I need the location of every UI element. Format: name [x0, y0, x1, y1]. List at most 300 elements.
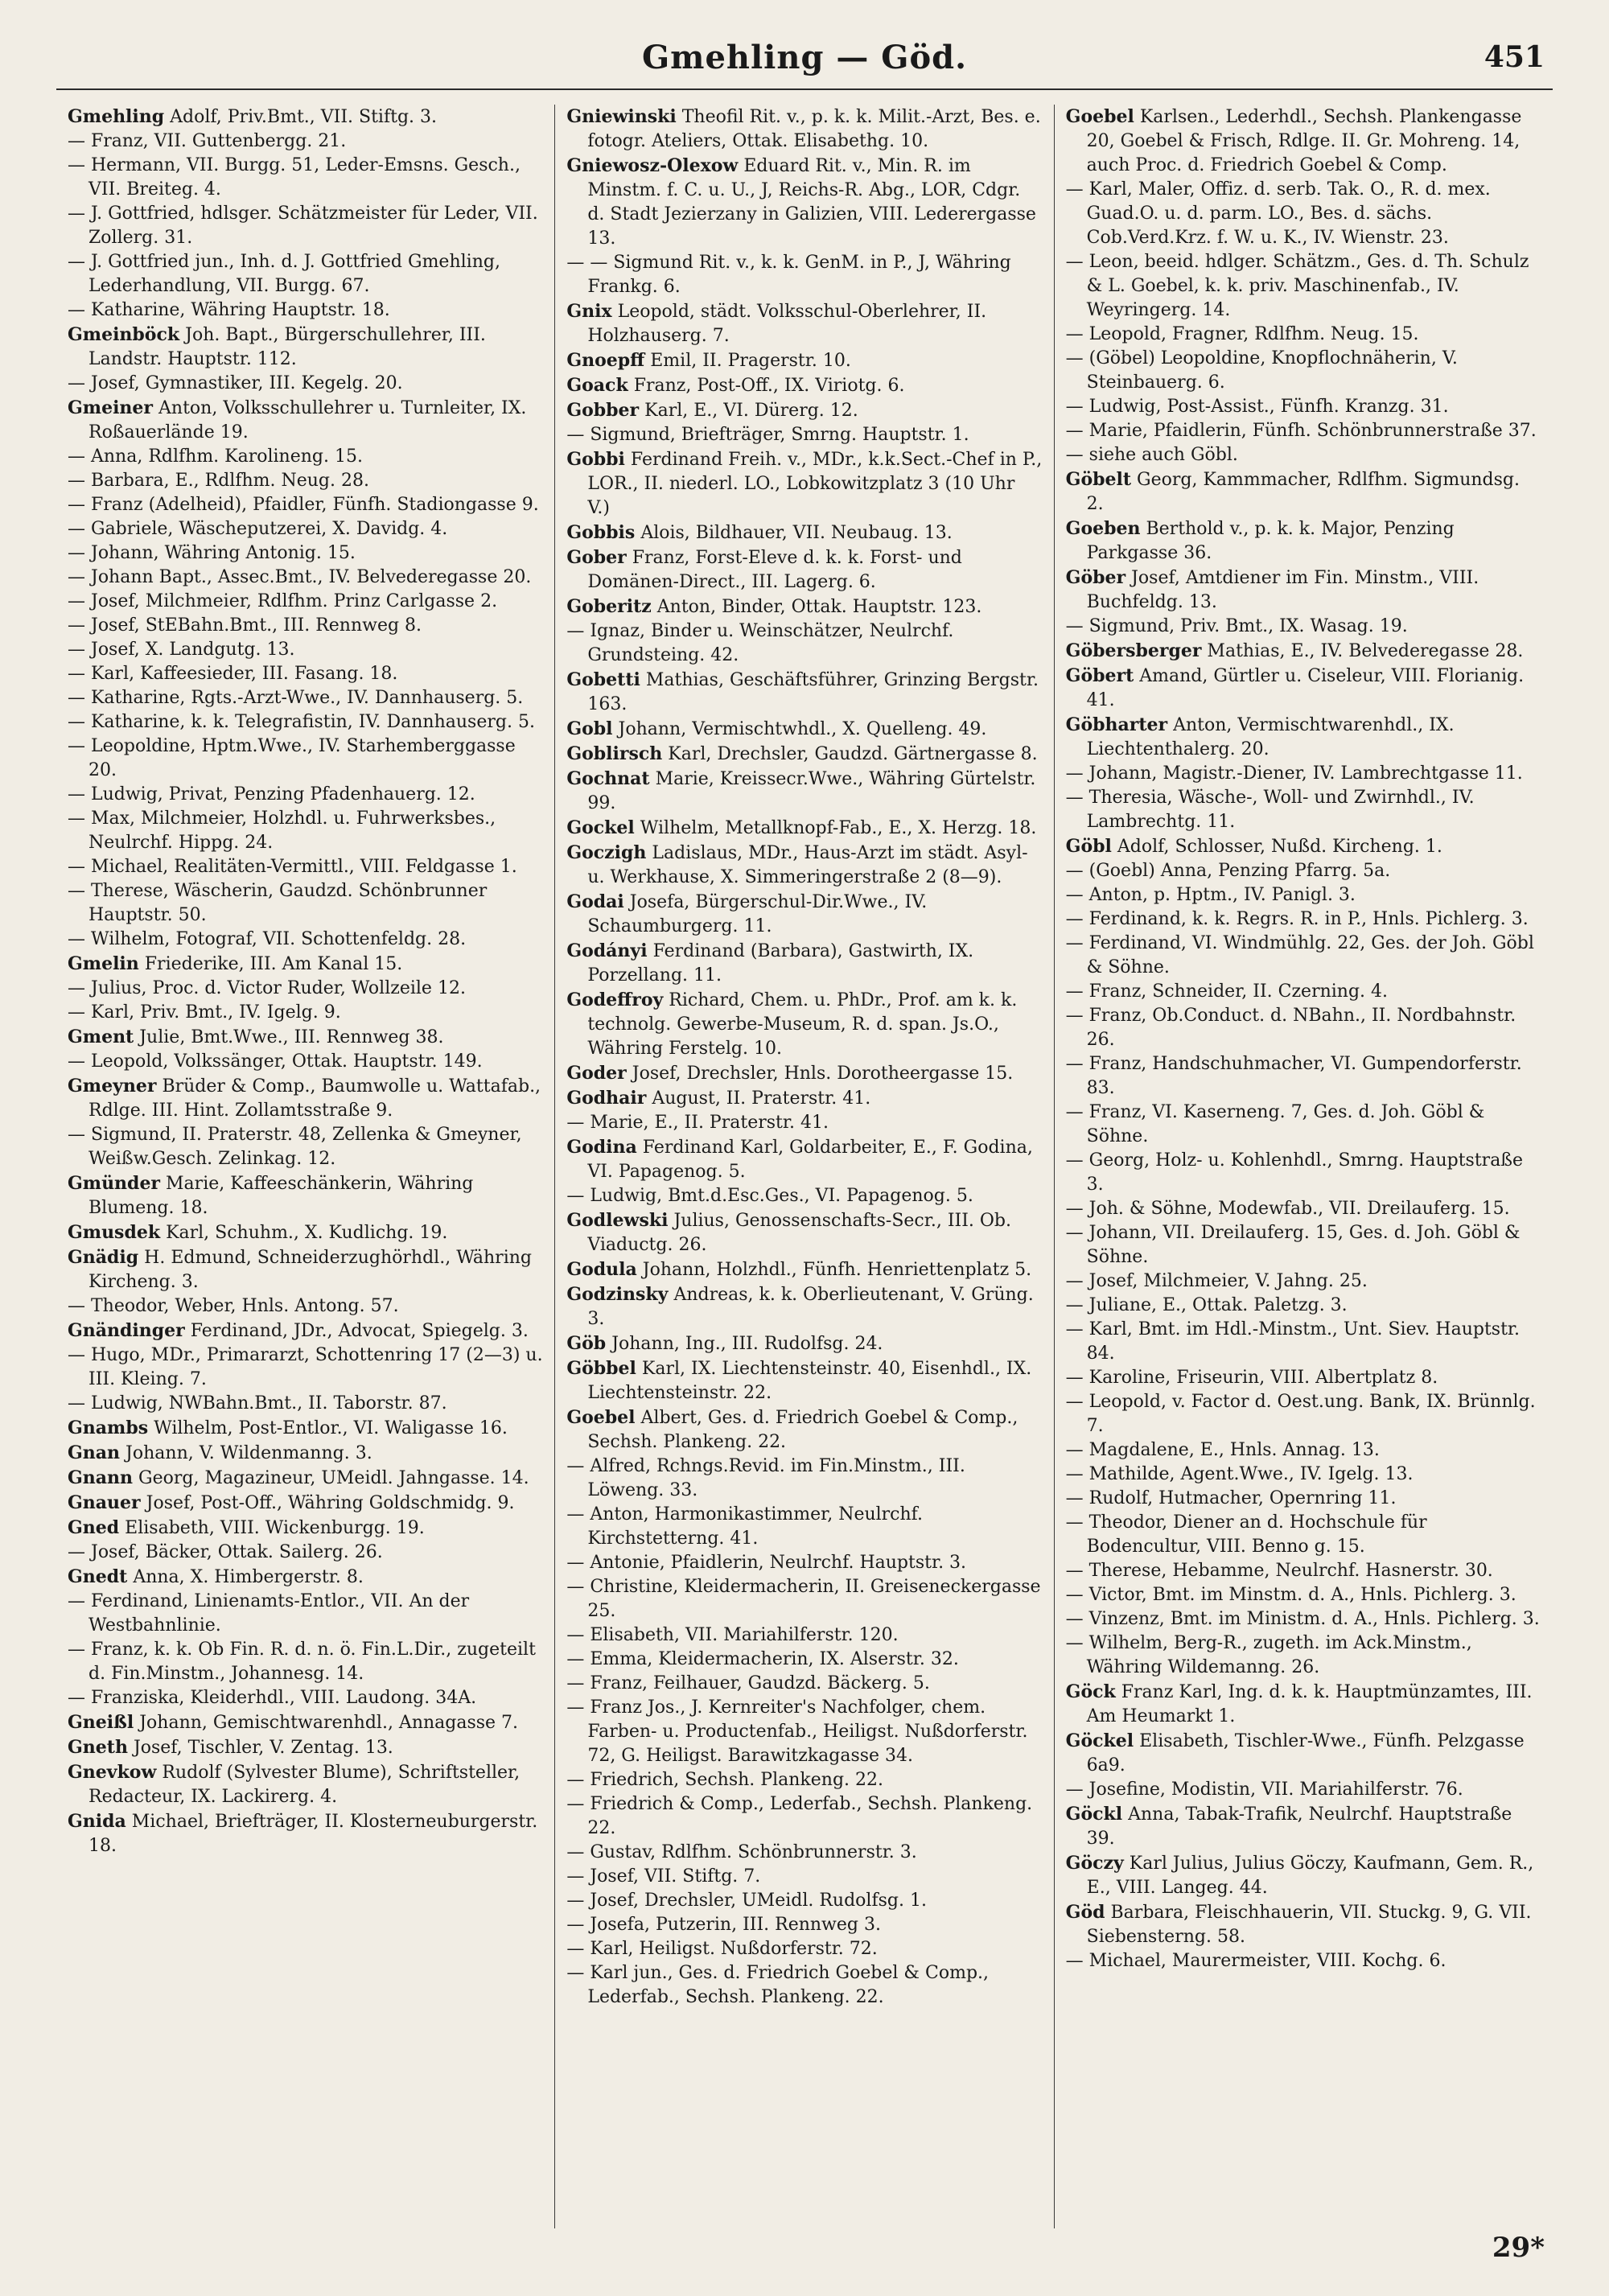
running-head — [56, 32, 1553, 90]
entry-details: — Emma, Kleidermacherin, IX. Alserstr. 32. — [566, 1649, 959, 1669]
entry-details: Franz, Forst-Eleve d. k. k. Forst- und Domänen-Direct., III. Lagerg. 6. — [587, 548, 962, 592]
directory-entry — [68, 1025, 543, 1050]
entry-details: Karl, E., VI. Dürerg. 12. — [644, 401, 858, 421]
entry-surname: Göbersberger — [1065, 640, 1202, 661]
entry-surname: Gment — [68, 1027, 134, 1047]
directory-entry — [68, 396, 543, 445]
directory-entry — [566, 1356, 1042, 1405]
entry-surname: Godai — [566, 891, 624, 912]
directory-entry — [68, 977, 543, 1001]
entry-surname: Göckel — [1065, 1730, 1134, 1751]
entry-surname: Godányi — [566, 940, 648, 961]
entry-details: — J. Gottfried, hdlsger. Schätzmeister für Leder, VII. Zollerg. 31. — [68, 204, 538, 248]
entry-details: — Karl, Heiligst. Nußdorferstr. 72. — [566, 1939, 878, 1959]
entry-surname: Gnedt — [68, 1566, 128, 1587]
directory-entry — [566, 1282, 1042, 1331]
entry-surname: Gneißl — [68, 1712, 134, 1733]
directory-entry — [68, 1590, 543, 1638]
entry-details: — Sigmund, Briefträger, Smrng. Hauptstr. 1. — [566, 425, 969, 445]
entry-details: Albert, Ges. d. Friedrich Goebel & Comp., Sechsh. Plankeng. 22. — [587, 1408, 1018, 1452]
directory-entry — [566, 1551, 1042, 1575]
entry-surname: Gneth — [68, 1737, 128, 1758]
directory-entry — [566, 373, 1042, 398]
entry-surname: Göbert — [1065, 665, 1134, 686]
directory-entry — [68, 372, 543, 396]
directory-entry — [68, 879, 543, 928]
directory-entry — [68, 1319, 543, 1343]
directory-entry — [68, 1491, 543, 1516]
entry-surname: Goebel — [566, 1407, 636, 1428]
page-title: Gmehling — Göd. — [641, 39, 968, 76]
signature-mark: 29* — [1492, 2232, 1545, 2264]
entry-details: — Michael, Maurermeister, VIII. Kochg. 6. — [1065, 1951, 1446, 1971]
directory-entry — [68, 1074, 543, 1123]
entry-surname: Gnida — [68, 1811, 126, 1832]
entry-details: — Josefa, Putzerin, III. Rennweg 3. — [566, 1915, 881, 1935]
entry-surname: Göb — [566, 1333, 607, 1354]
entry-details: Anton, Binder, Ottak. Hauptstr. 123. — [656, 597, 982, 617]
directory-entry — [566, 1061, 1042, 1086]
directory-entry — [566, 423, 1042, 447]
entry-details: Georg, Kammmacher, Rdlfhm. Sigmundsg. 2. — [1086, 470, 1520, 514]
entry-details: — Ludwig, Privat, Penzing Pfadenhauerg. 12. — [68, 784, 475, 804]
directory-entry — [68, 1171, 543, 1220]
directory-entry — [68, 1123, 543, 1171]
entry-surname: Göbelt — [1065, 469, 1132, 490]
directory-entry — [1066, 1101, 1541, 1149]
entry-details: — Leopold, Volkssänger, Ottak. Hauptstr. 149. — [68, 1051, 483, 1072]
entry-details: — Friedrich, Sechsh. Plankeng. 22. — [566, 1770, 883, 1790]
entry-surname: Göber — [1065, 567, 1126, 588]
directory-entry — [68, 928, 543, 952]
entry-details: Rudolf (Sylvester Blume), Schriftsteller, Redacteur, IX. Lackirerg. 4. — [88, 1763, 521, 1807]
directory-entry — [1066, 566, 1541, 615]
entry-surname: Goczigh — [566, 842, 647, 863]
entry-surname: Göczy — [1065, 1853, 1124, 1874]
entry-details: — Ludwig, Bmt.d.Esc.Ges., VI. Papagenog. 5. — [566, 1186, 973, 1206]
directory-entry — [1066, 1366, 1541, 1390]
directory-entry — [1066, 859, 1541, 883]
directory-entry — [566, 816, 1042, 841]
directory-entry — [1066, 713, 1541, 762]
entry-surname: Godhair — [566, 1088, 647, 1109]
directory-entry — [68, 154, 543, 202]
entry-details: Franz, Post-Off., IX. Viriotg. 6. — [633, 376, 905, 396]
directory-entry — [1066, 1487, 1541, 1511]
directory-entry — [1066, 1318, 1541, 1366]
entry-details: — Christine, Kleidermacherin, II. Greiseneckergasse 25. — [566, 1577, 1041, 1621]
entry-details: — (Göbel) Leopoldine, Knopflochnäherin, V. Steinbauerg. 6. — [1065, 348, 1458, 393]
directory-entry — [68, 807, 543, 855]
entry-details: — Franz (Adelheid), Pfaidler, Fünfh. Stadiongasse 9. — [68, 495, 539, 515]
directory-entry — [68, 1392, 543, 1416]
entry-details: — Ferdinand, Linienamts-Entlor., VII. An der Westbahnlinie. — [68, 1591, 470, 1636]
entry-surname: Gochnat — [566, 768, 650, 789]
entry-surname: Göckl — [1065, 1804, 1123, 1825]
entry-details: — Wilhelm, Berg-R., zugeth. im Ack.Minstm., Währing Wildemanng. 26. — [1065, 1633, 1472, 1677]
directory-entry — [566, 251, 1042, 299]
directory-entry — [566, 1086, 1042, 1111]
directory-entry — [1066, 1511, 1541, 1559]
entry-details: Berthold v., p. k. k. Major, Penzing Parkgasse 36. — [1086, 519, 1455, 563]
directory-entry — [68, 855, 543, 879]
directory-entry — [1066, 1631, 1541, 1680]
entry-details: Franz Karl, Ing. d. k. k. Hauptmünzamtes, III. Am Heumarkt 1. — [1086, 1682, 1533, 1726]
entry-details: — Sigmund, Priv. Bmt., IX. Wasag. 19. — [1065, 616, 1408, 636]
directory-entry — [566, 1768, 1042, 1792]
entry-surname: Godina — [566, 1137, 637, 1158]
entry-surname: Goeben — [1065, 518, 1141, 539]
directory-entry — [566, 1648, 1042, 1672]
entry-details: — Ignaz, Binder u. Weinschätzer, Neulrchf. Grundsteing. 42. — [566, 621, 954, 665]
entry-surname: Gnann — [68, 1467, 134, 1488]
directory-entry — [68, 783, 543, 807]
entry-surname: Gmehling — [68, 106, 165, 127]
entry-details: — Josefine, Modistin, VII. Mariahilferstr. 76. — [1065, 1780, 1463, 1800]
entry-surname: Goblirsch — [566, 743, 663, 764]
directory-entry — [1066, 907, 1541, 932]
entry-details: — Katharine, Währing Hauptstr. 18. — [68, 300, 390, 320]
entry-details: — Joh. & Söhne, Modewfab., VII. Dreilauferg. 15. — [1065, 1199, 1510, 1219]
entry-details: — Michael, Realitäten-Vermittl., VIII. Feldgasse 1. — [68, 857, 517, 877]
entry-details: Ferdinand, JDr., Advocat, Spiegelg. 3. — [190, 1321, 529, 1341]
entry-details: — Gabriele, Wäscheputzerei, X. Davidg. 4. — [68, 519, 448, 539]
directory-entry — [566, 1672, 1042, 1696]
directory-entry — [566, 545, 1042, 595]
entry-details: — Karl, Kaffeesieder, III. Fasang. 18. — [68, 664, 398, 684]
directory-entry — [68, 1441, 543, 1466]
directory-entry — [566, 398, 1042, 423]
directory-entry — [68, 1516, 543, 1541]
entry-details: — Theresia, Wäsche-, Woll- und Zwirnhdl., IV. Lambrechtg. 11. — [1065, 788, 1475, 832]
entry-details: — Victor, Bmt. im Minstm. d. A., Hnls. Pichlerg. 3. — [1065, 1585, 1516, 1605]
entry-details: — Josef, Milchmeier, Rdlfhm. Prinz Carlgasse 2. — [68, 591, 498, 611]
entry-surname: Gniewinski — [566, 106, 677, 127]
directory-entry — [1066, 1463, 1541, 1487]
directory-entry — [1066, 883, 1541, 907]
directory-entry — [566, 1208, 1042, 1257]
directory-entry — [1066, 1294, 1541, 1318]
entry-surname: Gmusdek — [68, 1222, 161, 1243]
entry-details: — Anna, Rdlfhm. Karolineng. 15. — [68, 446, 363, 467]
directory-entry — [1066, 786, 1541, 834]
entry-surname: Göbharter — [1065, 714, 1168, 735]
entry-details: — Julius, Proc. d. Victor Ruder, Wollzeile 12. — [68, 978, 466, 998]
directory-entry — [566, 595, 1042, 619]
directory-entry — [1066, 419, 1541, 443]
directory-entry — [68, 710, 543, 734]
entry-details: — Vinzenz, Bmt. im Ministm. d. A., Hnls. Pichlerg. 3. — [1065, 1609, 1540, 1629]
entry-details: Marie, Kaffeeschänkerin, Währing Blumeng. 18. — [88, 1174, 474, 1218]
entry-details: — Theodor, Weber, Hnls. Antong. 57. — [68, 1296, 399, 1316]
entry-details: — Karoline, Friseurin, VIII. Albertplatz 8. — [1065, 1368, 1438, 1388]
entry-surname: Gnevkow — [68, 1762, 157, 1783]
entry-details: — Johann, VII. Dreilauferg. 15, Ges. d. Joh. Göbl & Söhne. — [1065, 1223, 1521, 1267]
directory-entry — [68, 686, 543, 710]
entry-surname: Gobbis — [566, 522, 636, 543]
entry-details: Julie, Bmt.Wwe., III. Rennweg 38. — [139, 1027, 444, 1047]
entry-details: — Johann, Währing Antonig. 15. — [68, 543, 356, 563]
directory-entry — [1066, 1004, 1541, 1052]
directory-entry — [68, 1686, 543, 1710]
directory-entry — [1066, 395, 1541, 419]
entry-surname: Gnändinger — [68, 1320, 185, 1341]
entry-details: Karl Julius, Julius Göczy, Kaufmann, Gem. R., E., VIII. Langeg. 44. — [1086, 1854, 1534, 1898]
directory-entry — [566, 619, 1042, 668]
entry-details: Josefa, Bürgerschul-Dir.Wwe., IV. Schaumburgerg. 11. — [587, 892, 928, 936]
entry-details: Friederike, III. Am Kanal 15. — [144, 954, 403, 974]
entry-details: Ferdinand (Barbara), Gastwirth, IX. Porzellang. 11. — [587, 941, 974, 985]
entry-details: — Josef, VII. Stiftg. 7. — [566, 1866, 761, 1887]
column-1 — [56, 105, 554, 2228]
entry-details: Alois, Bildhauer, VII. Neubaug. 13. — [640, 523, 953, 543]
entry-details: — Gustav, Rdlfhm. Schönbrunnerstr. 3. — [566, 1842, 917, 1862]
directory-entry — [68, 638, 543, 662]
directory-entry — [566, 1405, 1042, 1455]
entry-details: — Karl, Maler, Offiz. d. serb. Tak. O., R. d. mex. Guad.O. u. d. parm. LO., Bes. d. sächs. Cob.Verd.Krz. f. W. u. K., IV. Wienstr. 23. — [1065, 179, 1491, 248]
directory-entry — [566, 521, 1042, 545]
entry-details: — Franziska, Kleiderhdl., VIII. Laudong. 34A. — [68, 1688, 477, 1708]
entry-surname: Godlewski — [566, 1210, 669, 1231]
entry-details: — Georg, Holz- u. Kohlenhdl., Smrng. Hauptstraße 3. — [1065, 1150, 1524, 1195]
entry-surname: Gober — [566, 547, 627, 568]
directory-entry — [566, 1889, 1042, 1913]
entry-details: Theofil Rit. v., p. k. k. Milit.-Arzt, Bes. e. fotogr. Ateliers, Ottak. Elisabethg. 10. — [587, 107, 1041, 151]
directory-entry — [68, 1220, 543, 1245]
entry-surname: Gniewosz-Olexow — [566, 155, 739, 176]
directory-entry — [566, 1937, 1042, 1961]
entry-details: — Friedrich & Comp., Lederfab., Sechsh. Plankeng. 22. — [566, 1794, 1033, 1838]
directory-entry — [1066, 1802, 1541, 1851]
entry-details: Johann, V. Wildenmanng. 3. — [126, 1443, 372, 1463]
entry-details: — Magdalene, E., Hnls. Annag. 13. — [1065, 1440, 1380, 1460]
entry-details: — Josef, X. Landgutg. 13. — [68, 640, 295, 660]
entry-details: Elisabeth, Tischler-Wwe., Fünfh. Pelzgasse 6a9. — [1086, 1731, 1525, 1775]
directory-entry — [68, 493, 543, 517]
entry-details: Josef, Amtdiener im Fin. Minstm., VIII. Buchfeldg. 13. — [1086, 568, 1479, 612]
directory-entry — [566, 668, 1042, 717]
directory-entry — [566, 154, 1042, 251]
entry-details: Wilhelm, Metallknopf-Fab., E., X. Herzg. 18. — [640, 818, 1037, 838]
directory-entry — [1066, 443, 1541, 467]
entry-details: — Anton, Harmonikastimmer, Neulrchf. Kirchstetterng. 41. — [566, 1504, 924, 1549]
columns — [56, 105, 1553, 2228]
entry-surname: Gnambs — [68, 1418, 149, 1438]
directory-entry — [566, 1111, 1042, 1135]
column-3 — [1054, 105, 1553, 2228]
directory-entry — [566, 742, 1042, 767]
directory-entry — [1066, 980, 1541, 1004]
directory-entry — [68, 1809, 543, 1858]
directory-entry — [1066, 639, 1541, 664]
entry-surname: Goder — [566, 1063, 627, 1084]
column-2 — [554, 105, 1053, 2228]
directory-entry — [1066, 178, 1541, 250]
entry-details: Marie, Kreissecr.Wwe., Währing Gürtelstr. 99. — [587, 769, 1036, 813]
entry-details: Elisabeth, VIII. Wickenburgg. 19. — [125, 1518, 425, 1538]
directory-entry — [1066, 1851, 1541, 1900]
entry-details: Anna, X. Himbergerstr. 8. — [133, 1567, 364, 1587]
directory-entry — [1066, 1197, 1541, 1221]
entry-details: Adolf, Priv.Bmt., VII. Stiftg. 3. — [170, 107, 438, 127]
entry-details: — Ludwig, Post-Assist., Fünfh. Kranzg. 31. — [1065, 397, 1449, 417]
entry-details: — Ludwig, NWBahn.Bmt., II. Taborstr. 87. — [68, 1393, 447, 1413]
directory-entry — [566, 1792, 1042, 1841]
directory-entry — [1066, 1583, 1541, 1607]
directory-entry — [566, 890, 1042, 939]
entry-surname: Gned — [68, 1517, 120, 1538]
entry-details: Anton, Vermischtwarenhdl., IX. Liechtenthalerg. 20. — [1086, 715, 1455, 759]
entry-details: — Josef, Milchmeier, V. Jahng. 25. — [1065, 1271, 1368, 1291]
directory-entry — [566, 717, 1042, 742]
directory-entry — [1066, 347, 1541, 395]
entry-details: — Leopold, Fragner, Rdlfhm. Neug. 15. — [1065, 324, 1419, 344]
entry-details: — Juliane, E., Ottak. Paletzg. 3. — [1065, 1295, 1348, 1315]
entry-details: — Anton, p. Hptm., IV. Panigl. 3. — [1065, 885, 1356, 905]
entry-details: Barbara, Fleischhauerin, VII. Stuckg. 9, G. VII. Siebensterng. 58. — [1086, 1903, 1532, 1947]
entry-details: Johann, Holzhdl., Fünfh. Henriettenplatz 5. — [642, 1260, 1032, 1280]
directory-entry — [1066, 1900, 1541, 1949]
directory-entry — [566, 1696, 1042, 1768]
directory-entry — [1066, 1559, 1541, 1583]
directory-entry — [566, 348, 1042, 373]
directory-entry — [566, 299, 1042, 348]
directory-entry — [68, 445, 543, 469]
directory-entry — [68, 1541, 543, 1565]
directory-entry — [1066, 664, 1541, 713]
entry-surname: Goberitz — [566, 596, 652, 617]
directory-entry — [68, 250, 543, 298]
directory-entry — [1066, 1221, 1541, 1269]
directory-entry — [566, 1455, 1042, 1503]
directory-entry — [68, 614, 543, 638]
entry-details: Josef, Tischler, V. Zentag. 13. — [133, 1738, 393, 1758]
directory-entry — [566, 1841, 1042, 1865]
directory-entry — [566, 1623, 1042, 1648]
entry-details: Michael, Briefträger, II. Klosterneuburgerstr. 18. — [88, 1812, 538, 1856]
directory-entry — [68, 323, 543, 372]
entry-details: Johann, Ing., III. Rudolfsg. 24. — [611, 1334, 883, 1354]
entry-details: — Mathilde, Agent.Wwe., IV. Igelg. 13. — [1065, 1464, 1414, 1484]
entry-details: — Marie, E., II. Praterstr. 41. — [566, 1113, 829, 1133]
entry-details: — Max, Milchmeier, Holzhdl. u. Fuhrwerksbes., Neulrchf. Hippg. 24. — [68, 809, 496, 853]
entry-surname: Goack — [566, 375, 628, 396]
entry-details: — Katharine, Rgts.-Arzt-Wwe., IV. Dannhauserg. 5. — [68, 688, 524, 708]
directory-entry — [68, 1294, 543, 1319]
entry-details: Julius, Genossenschafts-Secr., III. Ob. Viaductg. 26. — [587, 1211, 1011, 1255]
entry-details: — Franz, Handschuhmacher, VI. Gumpendorferstr. 83. — [1065, 1054, 1522, 1098]
entry-surname: Godeffroy — [566, 990, 664, 1010]
entry-surname: Gmelin — [68, 953, 139, 974]
entry-details: Anna, Tabak-Trafik, Neulrchf. Hauptstraße 39. — [1086, 1804, 1512, 1849]
directory-entry — [68, 952, 543, 977]
entry-details: — Franz, VII. Guttenbergg. 21. — [68, 131, 347, 151]
directory-entry — [566, 1575, 1042, 1623]
directory-entry — [68, 469, 543, 493]
entry-details: — Karl jun., Ges. d. Friedrich Goebel & Comp., Lederfab., Sechsh. Plankeng. 22. — [566, 1963, 990, 2007]
entry-details: Mathias, Geschäftsführer, Grinzing Bergstr. 163. — [587, 670, 1039, 714]
directory-entry — [68, 1735, 543, 1760]
entry-details: Emil, II. Pragerstr. 10. — [650, 351, 851, 371]
directory-entry — [68, 105, 543, 130]
entry-surname: Gobber — [566, 400, 640, 421]
entry-details: — Barbara, E., Rdlfhm. Neug. 28. — [68, 471, 369, 491]
entry-surname: Goebel — [1065, 106, 1134, 127]
directory-entry — [566, 105, 1042, 154]
entry-details: Ferdinand Freih. v., MDr., k.k.Sect.-Chef in P., LOR., II. niederl. LO., Lobkowitzplatz 3 (10 Uhr V.) — [587, 450, 1043, 518]
directory-entry — [1066, 467, 1541, 516]
directory-entry — [68, 590, 543, 614]
entry-details: Andreas, k. k. Oberlieutenant, V. Grüng. 3. — [587, 1285, 1034, 1329]
entry-surname: Gnan — [68, 1442, 121, 1463]
page-number: 451 — [1483, 40, 1545, 74]
directory-entry — [1066, 1729, 1541, 1778]
entry-surname: Gmünder — [68, 1173, 161, 1194]
entry-details: — Marie, Pfaidlerin, Fünfh. Schönbrunnerstraße 37. — [1065, 421, 1537, 441]
entry-details: — Franz Jos., J. Kernreiter's Nachfolger, chem. Farben- u. Productenfab., Heiligst. Nußdorferstr. 72, G. Heiligst. Barawitzkagasse 34. — [566, 1697, 1028, 1766]
entry-details: — Therese, Wäscherin, Gaudzd. Schönbrunner Hauptstr. 50. — [68, 881, 488, 925]
entry-details: — Josef, StEBahn.Bmt., III. Rennweg 8. — [68, 615, 422, 636]
directory-entry — [1066, 1052, 1541, 1101]
entry-details: — Elisabeth, VII. Mariahilferstr. 120. — [566, 1625, 899, 1645]
directory-entry — [68, 1245, 543, 1294]
directory-entry — [1066, 1607, 1541, 1631]
entry-details: — Leon, beeid. hdlger. Schätzm., Ges. d. Th. Schulz & L. Goebel, k. k. priv. Maschinenfab., IV. Weyringerg. 14. — [1065, 252, 1529, 320]
entry-details: — Sigmund, II. Praterstr. 48, Zellenka & Gmeyner, Weißw.Gesch. Zelinkag. 12. — [68, 1125, 522, 1169]
entry-details: — Franz, Feilhauer, Gaudzd. Bäckerg. 5. — [566, 1673, 930, 1693]
entry-details: — Karl, Priv. Bmt., IV. Igelg. 9. — [68, 1002, 341, 1023]
entry-details: — Alfred, Rchngs.Revid. im Fin.Minstm., III. Löweng. 33. — [566, 1456, 965, 1500]
directory-entry — [566, 1961, 1042, 2010]
entry-surname: Göd — [1065, 1902, 1105, 1923]
directory-entry — [1066, 932, 1541, 980]
entry-details: Brüder & Comp., Baumwolle u. Wattafab., Rdlge. III. Hint. Zollamtsstraße 9. — [88, 1076, 541, 1121]
entry-details: — Johann Bapt., Assec.Bmt., IV. Belvederegasse 20. — [68, 567, 532, 587]
directory-entry — [68, 662, 543, 686]
directory-entry — [566, 767, 1042, 816]
entry-details: Johann, Gemischtwarenhdl., Annagasse 7. — [139, 1713, 519, 1733]
directory-entry — [1066, 1680, 1541, 1729]
entry-details: — Franz, Schneider, II. Czerning. 4. — [1065, 981, 1389, 1002]
entry-details: Joh. Bapt., Bürgerschullehrer, III. Landstr. Hauptstr. 112. — [88, 325, 486, 369]
entry-details: — Franz, k. k. Ob Fin. R. d. n. ö. Fin.L.Dir., zugeteilt d. Fin.Minstm., Johannesg. 14. — [68, 1640, 536, 1684]
entry-surname: Gmeyner — [68, 1076, 157, 1097]
directory-entry — [566, 1865, 1042, 1889]
directory-entry — [1066, 615, 1541, 639]
entry-details: Wilhelm, Post-Entlor., VI. Waligasse 16. — [154, 1418, 508, 1438]
entry-details: — Leopold, v. Factor d. Oest.ung. Bank, IX. Brünnlg. 7. — [1065, 1392, 1536, 1436]
directory-entry — [68, 1416, 543, 1441]
entry-details: — Franz, VI. Kaserneng. 7, Ges. d. Joh. Göbl & Söhne. — [1065, 1102, 1485, 1146]
directory-entry — [68, 298, 543, 323]
entry-surname: Gobbi — [566, 449, 625, 470]
entry-surname: Gnauer — [68, 1492, 141, 1513]
directory-entry — [566, 1331, 1042, 1356]
entry-details: — Franz, Ob.Conduct. d. NBahn., II. Nordbahnstr. 26. — [1065, 1006, 1516, 1050]
entry-details: — Ferdinand, VI. Windmühlg. 22, Ges. der Joh. Göbl & Söhne. — [1065, 933, 1534, 977]
directory-entry — [1066, 250, 1541, 323]
entry-details: — siehe auch Göbl. — [1065, 445, 1238, 465]
directory-entry — [68, 1343, 543, 1392]
entry-details: — Wilhelm, Fotograf, VII. Schottenfeldg. 28. — [68, 929, 467, 949]
directory-entry — [566, 1913, 1042, 1937]
entry-surname: Gobetti — [566, 669, 640, 690]
entry-details: — Ferdinand, k. k. Regrs. R. in P., Hnls. Pichlerg. 3. — [1065, 909, 1529, 929]
entry-surname: Gnoepff — [566, 350, 645, 371]
entry-surname: Gnädig — [68, 1247, 139, 1268]
entry-details: Karl, Schuhm., X. Kudlichg. 19. — [166, 1223, 448, 1243]
entry-surname: Godula — [566, 1259, 637, 1280]
